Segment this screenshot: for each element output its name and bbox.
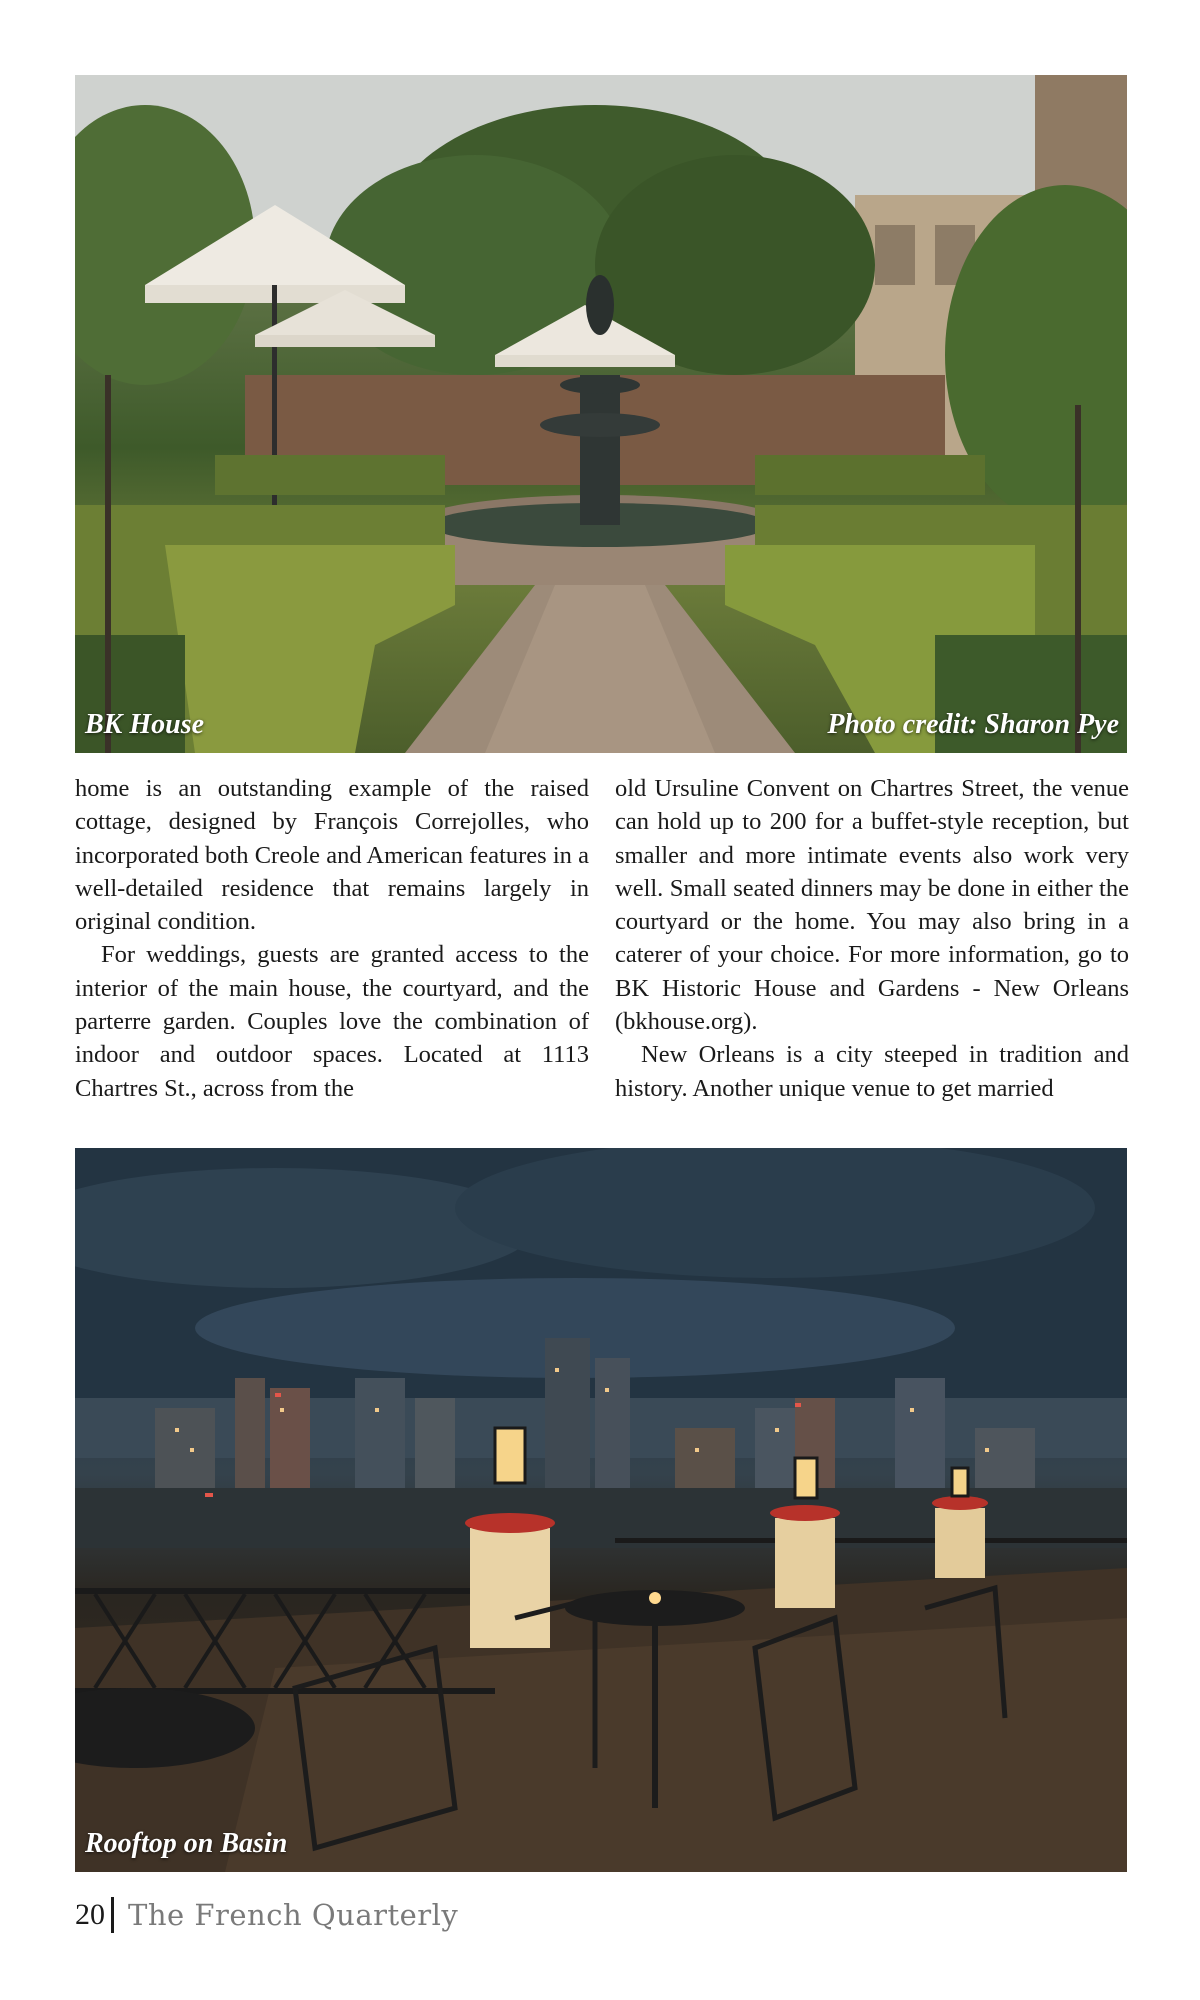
article-column-right bbox=[615, 772, 1129, 1105]
rooftop-photo bbox=[75, 1148, 1127, 1872]
paragraph: New Orleans is a city steeped in tradition and history. Another unique venue to get married bbox=[615, 1041, 1129, 1102]
garden-photo bbox=[75, 75, 1127, 753]
paragraph: For weddings, guests are granted access to the interior of the main house, the courtyard, and the parterre garden. Couples love the combination of indoor and outdoor spaces. Located at 1113 Chartres St., across from the bbox=[75, 941, 589, 1102]
page-number: 20 bbox=[75, 1898, 105, 1931]
garden-illustration bbox=[75, 75, 1127, 753]
photo-caption-bk-house: BK House bbox=[85, 709, 205, 740]
publication-name: The French Quarterly bbox=[128, 1898, 459, 1932]
rooftop-illustration bbox=[75, 1148, 1127, 1872]
photo-credit: Photo credit: Sharon Pye bbox=[827, 709, 1119, 740]
article-column-left bbox=[75, 772, 589, 1105]
paragraph: old Ursuline Convent on Chartres Street, the venue can hold up to 200 for a buffet-style reception, but smaller and more intimate events also work very well. Small seated dinners may be done in either the courtyard or the home. You may also bring in a caterer of your choice. For more information, go to BK Historic House and Gardens - New Orleans (bkhouse.org). bbox=[615, 775, 1129, 1036]
footer-divider bbox=[111, 1897, 114, 1933]
page-footer bbox=[75, 1895, 458, 1935]
photo-caption-rooftop: Rooftop on Basin bbox=[85, 1828, 288, 1859]
paragraph: home is an outstanding example of the raised cottage, designed by François Correjolles, who incorporated both Creole and American features in a well-detailed residence that remains largely in original condition. bbox=[75, 775, 589, 936]
article-body bbox=[75, 772, 1127, 1112]
